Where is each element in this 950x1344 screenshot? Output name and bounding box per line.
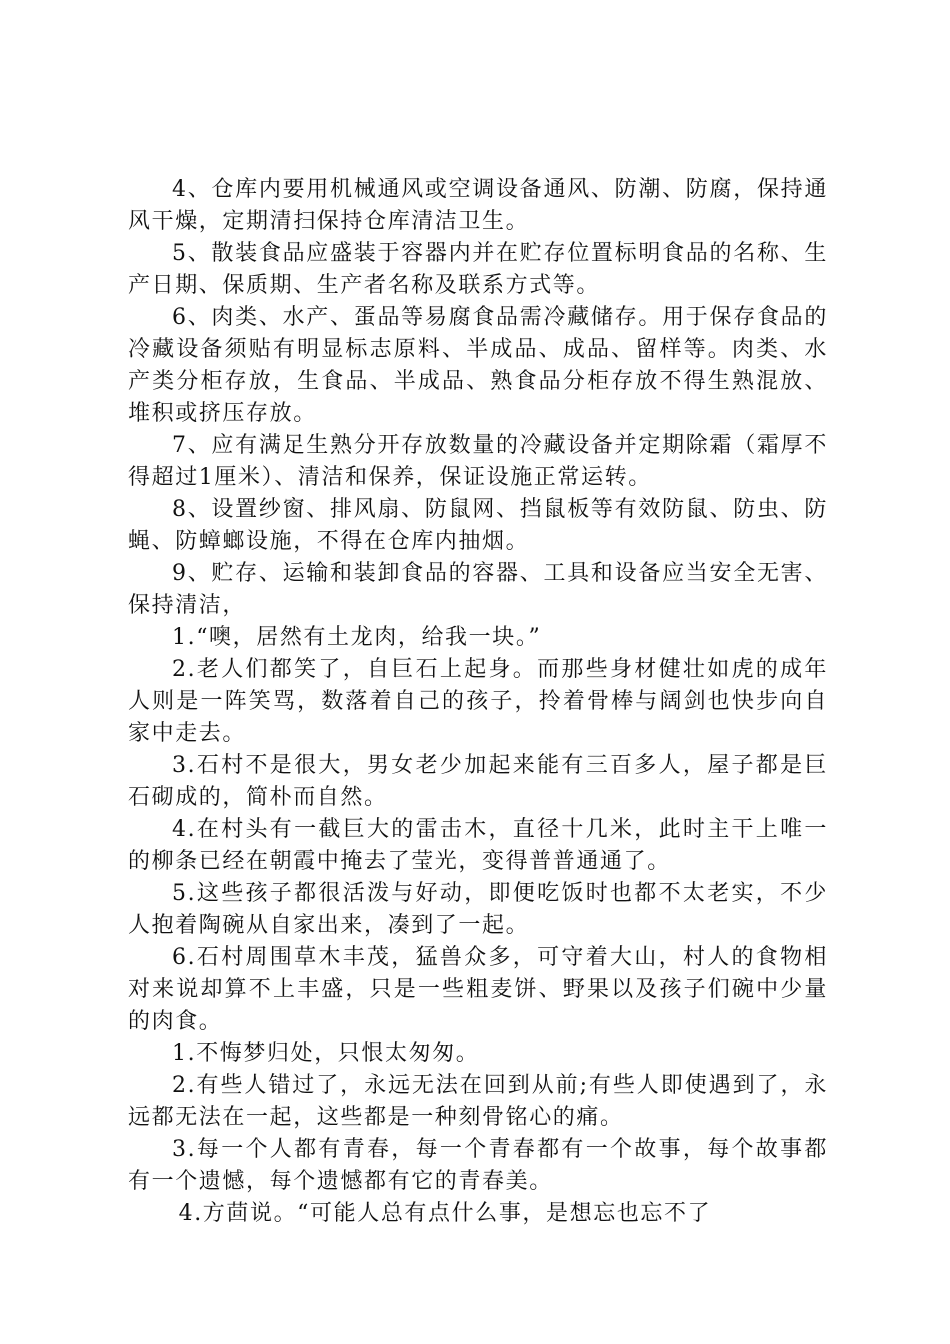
paragraph-story-3: 3.石村不是很大，男女老少加起来能有三百多人，屋子都是巨石砌成的，简朴而自然。 bbox=[128, 753, 828, 810]
paragraph-story-5: 5.这些孩子都很活泼与好动，即便吃饭时也都不太老实，不少人抱着陶碗从自家出来，凑到了一起。 bbox=[128, 881, 828, 938]
paragraph-quote-4: 4.方茴说。“可能人总有点什么事，是想忘也忘不了 bbox=[178, 1201, 712, 1226]
paragraph-story-4: 4.在村头有一截巨大的雷击木，直径十几米，此时主干上唯一的柳条已经在朝霞中掩去了莹光，变得普普通通了。 bbox=[128, 817, 828, 874]
paragraph-defrosting: 7、应有满足生熟分开存放数量的冷藏设备并定期除霜（霜厚不得超过1厘米）、清洁和保养，保证设施正常运转。 bbox=[128, 433, 828, 490]
paragraph-story-2: 2.老人们都笑了，自巨石上起身。而那些身材健壮如虎的成年人则是一阵笑骂，数落着自己的孩子，拎着骨棒与阔剑也快步向自家中走去。 bbox=[128, 657, 828, 746]
paragraph-storage-ventilation: 4、仓库内要用机械通风或空调设备通风、防潮、防腐，保持通风干燥，定期清扫保持仓库清洁卫生。 bbox=[128, 177, 828, 234]
paragraph-perishable-refrigeration: 6、肉类、水产、蛋品等易腐食品需冷藏储存。用于保存食品的冷藏设备须贴有明显标志原料、半成品、成品、留样等。肉类、水产类分柜存放，生食品、半成品、熟食品分柜存放不得生熟混放、堆积或挤压存放。 bbox=[128, 305, 828, 426]
paragraph-story-1: 1.“噢，居然有土龙肉，给我一块。” bbox=[172, 625, 542, 650]
paragraph-story-6: 6.石村周围草木丰茂，猛兽众多，可守着大山，村人的食物相对来说却算不上丰盛，只是一些粗麦饼、野果以及孩子们碗中少量的肉食。 bbox=[128, 945, 828, 1034]
paragraph-container-hygiene: 9、贮存、运输和装卸食品的容器、工具和设备应当安全无害、保持清洁， bbox=[128, 561, 828, 618]
paragraph-bulk-food-labeling: 5、散装食品应盛装于容器内并在贮存位置标明食品的名称、生产日期、保质期、生产者名称及联系方式等。 bbox=[128, 241, 828, 298]
document-body bbox=[128, 174, 828, 1230]
paragraph-quote-2: 2.有些人错过了，永远无法在回到从前;有些人即使遇到了，永远都无法在一起，这些都是一种刻骨铭心的痛。 bbox=[128, 1073, 828, 1130]
paragraph-pest-control: 8、设置纱窗、排风扇、防鼠网、挡鼠板等有效防鼠、防虫、防蝇、防蟑螂设施，不得在仓库内抽烟。 bbox=[128, 497, 828, 554]
paragraph-quote-1: 1.不悔梦归处，只恨太匆匆。 bbox=[172, 1041, 480, 1066]
paragraph-quote-3: 3.每一个人都有青春，每一个青春都有一个故事，每个故事都有一个遗憾，每个遗憾都有它的青春美。 bbox=[128, 1137, 828, 1194]
